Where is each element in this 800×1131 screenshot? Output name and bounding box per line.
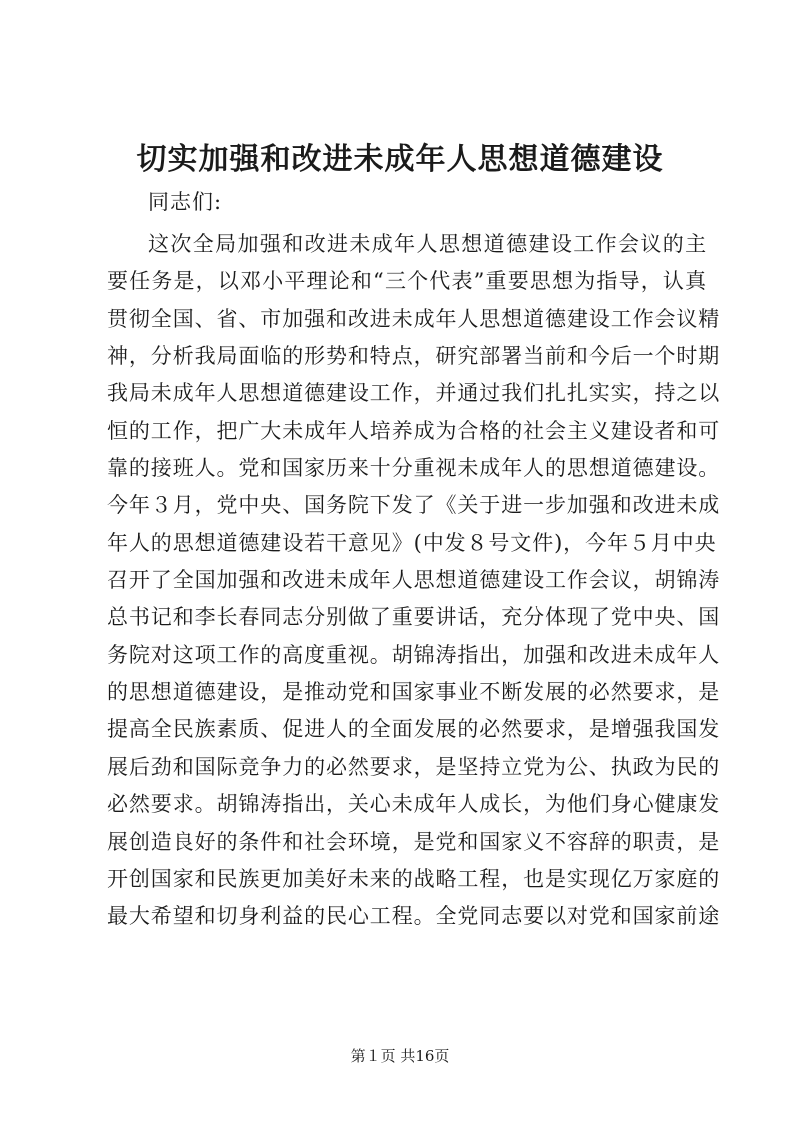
document-title: 切实加强和改进未成年人思想道德建设 [136, 142, 664, 177]
body-line: 展后劲和国际竞争力的必然要求，是坚持立党为公、执政为民的 [107, 754, 721, 779]
body-line: 总书记和李长春同志分别做了重要讲话，充分体现了党中央、国 [107, 605, 721, 630]
body-line: 的思想道德建设，是推动党和国家事业不断发展的必然要求，是 [107, 680, 721, 705]
body-line: 恒的工作，把广大未成年人培养成为合格的社会主义建设者和可 [107, 418, 721, 443]
body-line: 靠的接班人。党和国家历来十分重视未成年人的思想道德建设。 [107, 456, 721, 481]
body-line: 召开了全国加强和改进未成年人思想道德建设工作会议，胡锦涛 [107, 568, 721, 593]
body-line: 开创国家和民族更加美好未来的战略工程，也是实现亿万家庭的 [107, 866, 721, 891]
body-line: 必然要求。胡锦涛指出，关心未成年人成长，为他们身心健康发 [107, 792, 721, 817]
body-paragraph [107, 226, 721, 936]
body-line: 今年３月，党中央、国务院下发了《关于进一步加强和改进未成 [107, 493, 721, 518]
body-line: 我局未成年人思想道德建设工作，并通过我们扎扎实实，持之以 [107, 381, 721, 406]
page-footer: 第１页 共16页 [350, 1047, 450, 1065]
salutation: 同志们: [148, 190, 223, 214]
body-line: 务院对这项工作的高度重视。胡锦涛指出，加强和改进未成年人 [107, 642, 721, 667]
body-line: 贯彻全国、省、市加强和改进未成年人思想道德建设工作会议精 [107, 306, 721, 331]
body-line: 要任务是，以邓小平理论和“三个代表”重要思想为指导，认真 [107, 269, 707, 294]
body-line: 展创造良好的条件和社会环境，是党和国家义不容辞的职责，是 [107, 829, 721, 854]
body-line: 最大希望和切身利益的民心工程。全党同志要以对党和国家前途 [107, 904, 721, 929]
body-line: 神，分析我局面临的形势和特点，研究部署当前和今后一个时期 [107, 344, 721, 369]
body-line: 这次全局加强和改进未成年人思想道德建设工作会议的主 [148, 232, 707, 256]
body-line: 年人的思想道德建设若干意见》(中发８号文件)，今年５月中央 [107, 530, 717, 555]
body-line: 提高全民族素质、促进人的全面发展的必然要求，是增强我国发 [107, 717, 721, 742]
